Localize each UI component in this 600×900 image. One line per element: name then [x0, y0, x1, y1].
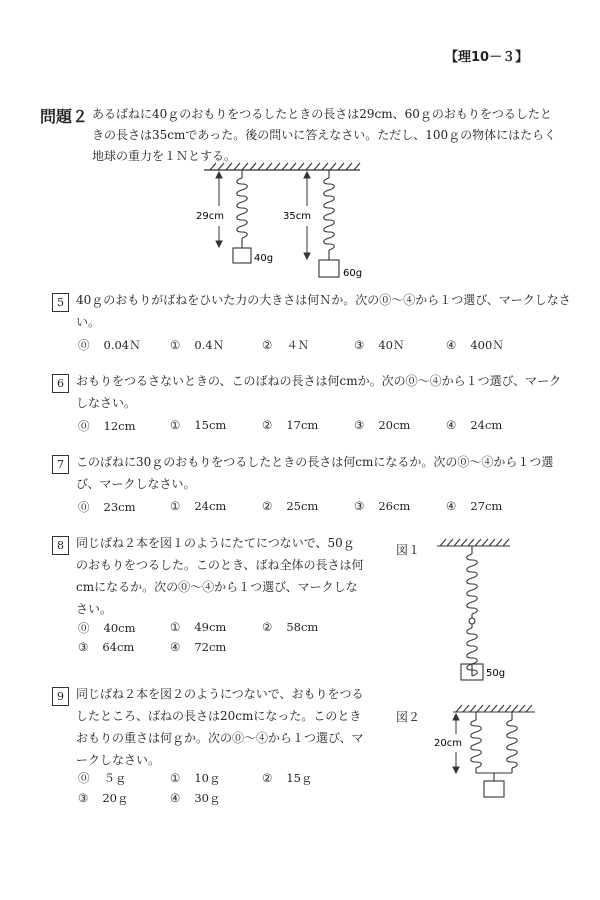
question-text-5: 40ｇのおもりがばねをひいた力の大きさは何Ｎか。次の⓪～④から１つ選び、マークしなさい。 — [76, 293, 571, 329]
q8-option-4[interactable]: ④ 72cm — [170, 640, 227, 654]
q6-option-1[interactable]: ① 15cm — [170, 418, 227, 432]
question-text-8: 同じばね２本を図１のようにたてにつないで、50ｇのおもりをつるした。このとき、ばね全体の長さは何cmになるか。次の⓪～④から１つ選び、マークしなさい。 — [76, 536, 364, 616]
q8-option-0[interactable]: ⓪ 40cm — [78, 621, 136, 635]
q6-option-3[interactable]: ③ 20cm — [354, 418, 411, 432]
question-text-6: おもりをつるさないときの、このばねの長さは何cmか。次の⓪～④から１つ選び、マークしなさい。 — [76, 374, 562, 410]
label-35cm: 35cm — [283, 211, 311, 222]
q6-option-0[interactable]: ⓪ 12cm — [78, 419, 136, 433]
q9-option-3[interactable]: ③ 20ｇ — [78, 791, 129, 805]
q6-option-4[interactable]: ④ 24cm — [446, 418, 503, 432]
q5-option-2[interactable]: ② ４Ｎ — [262, 338, 310, 352]
label-60g: 60g — [343, 268, 363, 279]
question-text-9: 同じばね２本を図２のようにつないで、おもりをつるしたところ、ばねの長さは20cmになった。このときおもりの重さは何ｇか。次の⓪～④から１つ選び、マークしなさい。 — [76, 687, 364, 767]
label-29cm: 29cm — [196, 211, 224, 222]
question-number-7: 7 — [52, 455, 69, 474]
q5-option-1[interactable]: ① 0.4Ｎ — [170, 338, 225, 352]
figure1-title: 図１ — [396, 543, 421, 557]
q8-option-3[interactable]: ③ 64cm — [78, 640, 135, 654]
question-number-9: 9 — [52, 687, 69, 706]
q5-option-0[interactable]: ⓪ 0.04Ｎ — [78, 338, 141, 352]
question-number-5: 5 — [52, 293, 69, 312]
label-40g: 40g — [254, 253, 274, 264]
q9-option-4[interactable]: ④ 30ｇ — [170, 791, 221, 805]
question-number-8: 8 — [52, 536, 69, 555]
q7-option-3[interactable]: ③ 26cm — [354, 499, 411, 513]
q7-option-2[interactable]: ② 25cm — [262, 499, 319, 513]
figure2-length-label: 20cm — [434, 738, 462, 749]
q5-option-3[interactable]: ③ 40Ｎ — [354, 338, 405, 352]
q7-option-1[interactable]: ① 24cm — [170, 499, 227, 513]
q6-option-2[interactable]: ② 17cm — [262, 418, 319, 432]
q9-option-2[interactable]: ② 15ｇ — [262, 771, 313, 785]
q5-option-4[interactable]: ④ 400Ｎ — [446, 338, 504, 352]
q9-option-0[interactable]: ⓪ ５ｇ — [78, 771, 127, 785]
q9-option-1[interactable]: ① 10ｇ — [170, 771, 221, 785]
question-number-6: 6 — [52, 374, 69, 393]
question-text-7: このばねに30ｇのおもりをつるしたときの長さは何cmになるか。次の⓪～④から１つ選び、マークしなさい。 — [76, 455, 554, 491]
q8-option-2[interactable]: ② 58cm — [262, 620, 319, 634]
q8-option-1[interactable]: ① 49cm — [170, 620, 227, 634]
problem-heading: 問題２ — [40, 107, 89, 126]
figure2-title: 図２ — [396, 710, 421, 724]
q7-option-4[interactable]: ④ 27cm — [446, 499, 503, 513]
figure1-mass-label: 50g — [486, 668, 506, 679]
page-code: 【理10－３】 — [445, 50, 529, 65]
problem-intro: あるばねに40ｇのおもりをつるしたときの長さは29cm、60ｇのおもりをつるしたときの長さは35cmであった。後の問いに答えなさい。ただし、100ｇの物体にはたらく地球の重力を１Ｎとする。 — [92, 107, 557, 163]
q7-option-0[interactable]: ⓪ 23cm — [78, 500, 136, 514]
